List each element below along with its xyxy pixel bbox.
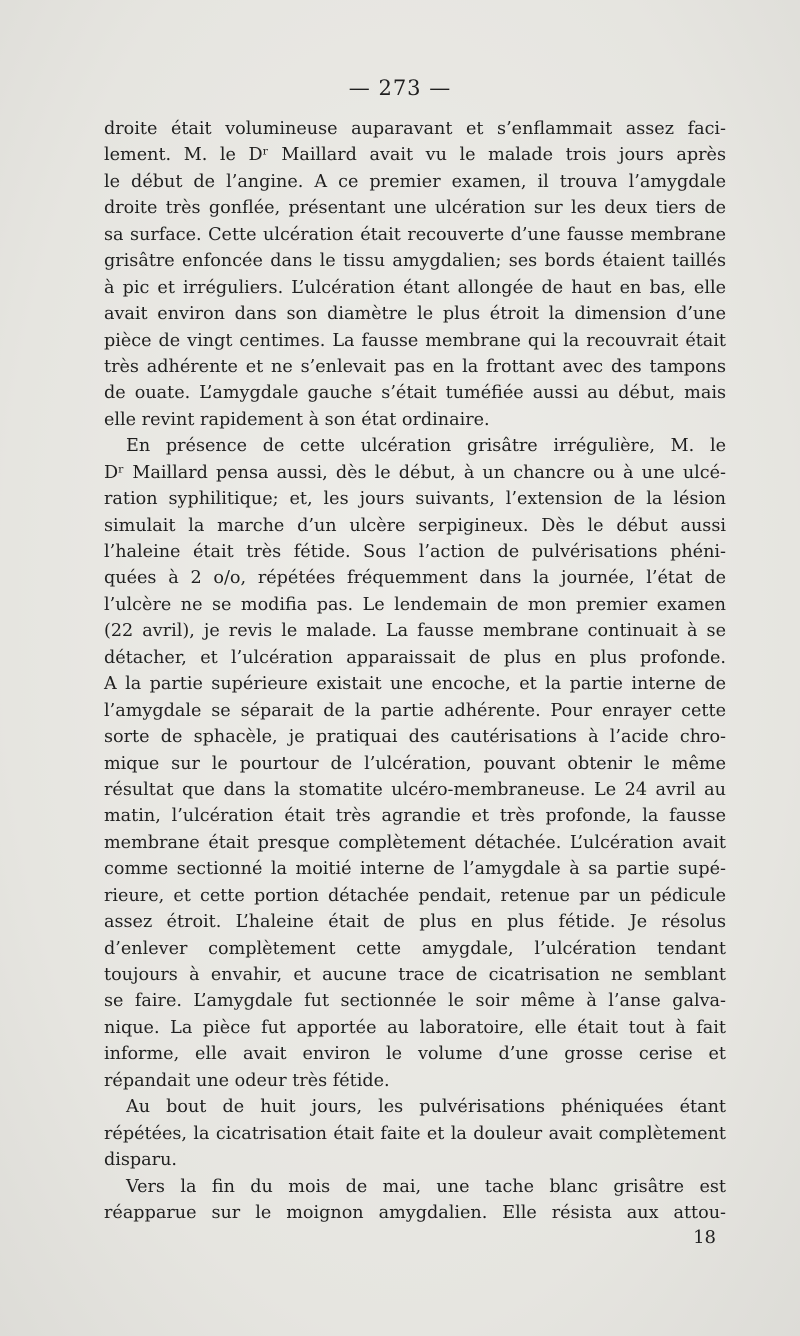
text-line: Au bout de huit jours, les pulvérisations phéniquées étant [126,1097,726,1118]
text-line: informe, elle avait environ le volume d’une grosse cerise et [104,1044,726,1065]
text-line: droite très gonflée, présentant une ulcération sur les deux tiers de [104,198,726,219]
text-line: avait environ dans son diamètre le plus étroit la dimension d’une [104,304,726,325]
text-line: droite était volumineuse auparavant et s’enflammait assez faci- [104,119,726,139]
text-line: répétées, la cicatrisation était faite et la douleur avait complètement [104,1123,726,1144]
text-line: disparu. [104,1150,178,1171]
text-line: Vers la fin du mois de mai, une tache blanc grisâtre est [126,1176,726,1197]
text-line: à pic et irréguliers. L’ulcération étant allongée de haut en bas, elle [104,277,726,298]
text-line: répandait une odeur très fétide. [104,1070,390,1091]
text-line: elle revint rapidement à son état ordinaire. [104,409,490,430]
text-line: grisâtre enfoncée dans le tissu amygdalien; ses bords étaient taillés [104,251,726,272]
text-line: très adhérente et ne s’enlevait pas en la frottant avec des tampons [104,356,726,377]
text-line: simulait la marche d’un ulcère serpigineux. Dès le début aussi [104,515,726,536]
text-line: quées à 2 o/o, répétées fréquemment dans la journée, l’état de [104,568,726,589]
text-line: se faire. L’amygdale fut sectionnée le soir même à l’anse galva- [104,991,726,1012]
text-line: lement. M. le Dʳ Maillard avait vu le malade trois jours après [104,145,726,166]
text-line: le début de l’angine. A ce premier examen, il trouva l’amygdale [104,171,726,192]
text-line: Dʳ Maillard pensa aussi, dès le début, à un chancre ou à une ulcé- [104,462,726,483]
text-line: sa surface. Cette ulcération était recouverte d’une fausse membrane [104,224,726,245]
text-line: ration syphilitique; et, les jours suivants, l’extension de la lésion [104,489,726,510]
text-line: membrane était presque complètement détachée. L’ulcération avait [104,832,726,853]
text-line: détacher, et l’ulcération apparaissait de plus en plus profonde. [104,647,726,668]
page-header: — 273 — [348,76,452,100]
text-line: matin, l’ulcération était très agrandie et très profonde, la fausse [104,806,726,827]
text-line: nique. La pièce fut apportée au laboratoire, elle était tout à fait [104,1017,726,1038]
text-line: l’amygdale se séparait de la partie adhérente. Pour enrayer cette [104,700,726,721]
text-line: A la partie supérieure existait une encoche, et la partie interne de [104,674,726,695]
text-line: assez étroit. L’haleine était de plus en plus fétide. Je résolus [104,912,726,933]
text-line: (22 avril), je revis le malade. La fausse membrane continuait à se [104,621,726,642]
text-line: pièce de vingt centimes. La fausse membrane qui la recouvrait était [104,330,726,351]
text-line: sorte de sphacèle, je pratiquai des cautérisations à l’acide chro- [104,727,726,748]
text-line: d’enlever complètement cette amygdale, l’ulcération tendant [104,938,726,959]
text-line: rieure, et cette portion détachée pendait, retenue par un pédicule [104,885,726,906]
text-line: En présence de cette ulcération grisâtre irrégulière, M. le [126,436,726,457]
text-line: de ouate. L’amygdale gauche s’était tuméfiée aussi au début, mais [104,383,726,404]
text-line: mique sur le pourtour de l’ulcération, pouvant obtenir le même [104,753,726,774]
body-text [104,116,726,1226]
text-line: l’haleine était très fétide. Sous l’action de pulvérisations phéni- [104,542,726,562]
text-line: l’ulcère ne se modifia pas. Le lendemain de mon premier examen [104,594,726,615]
text-line: résultat que dans la stomatite ulcéro-membraneuse. Le 24 avril au [104,779,726,800]
text-line: comme sectionné la moitié interne de l’amygdale à sa partie supé- [104,859,726,880]
text-line: réapparue sur le moignon amygdalien. Elle résista aux attou- [104,1202,726,1223]
signature-mark: 18 [693,1227,716,1248]
text-line: toujours à envahir, et aucune trace de cicatrisation ne semblant [104,965,726,985]
